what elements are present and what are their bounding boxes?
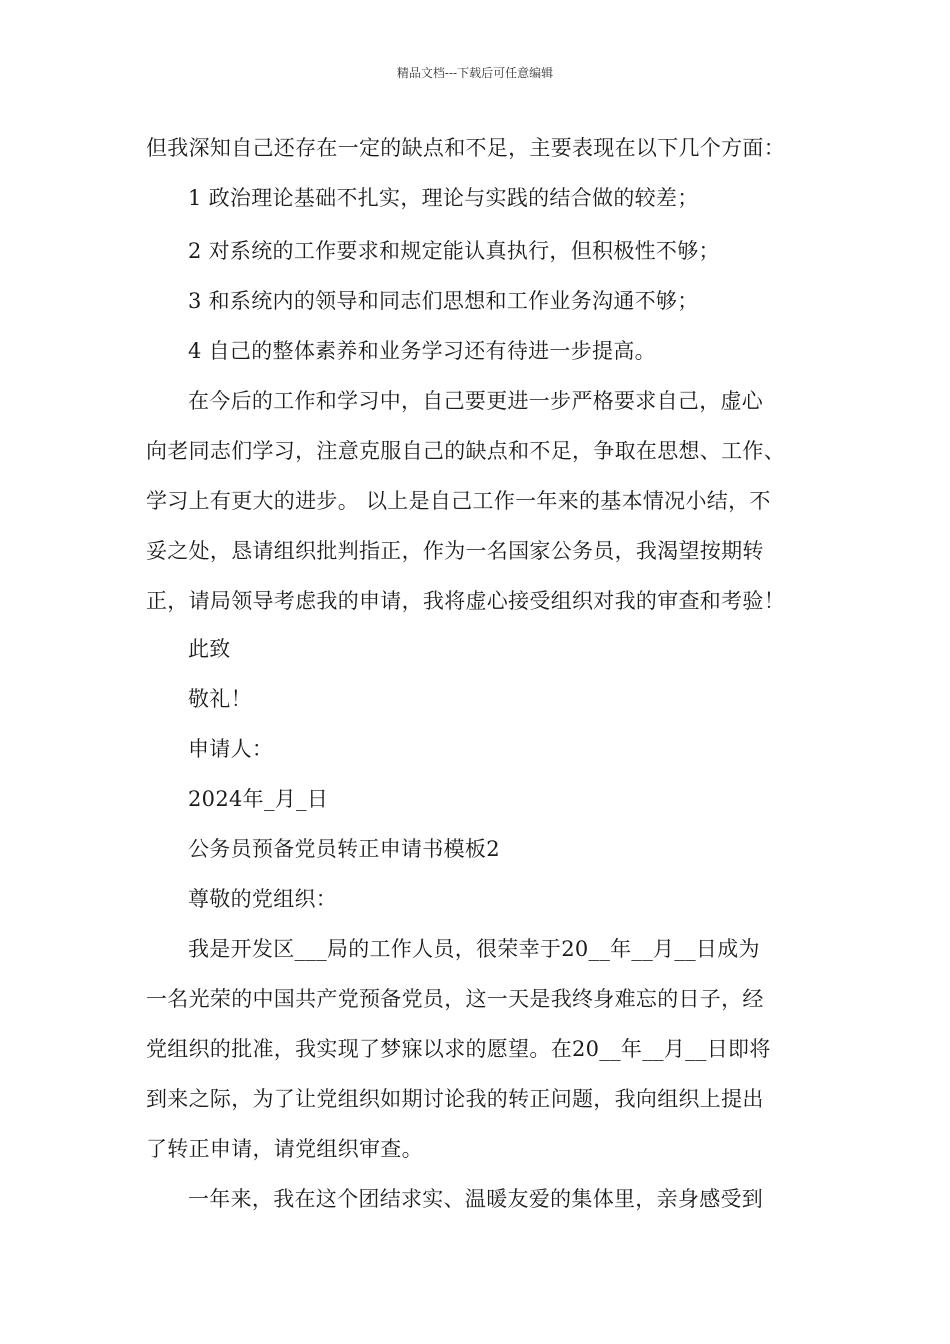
text-line: 妥之处，恳请组织批判指正，作为一名国家公务员，我渴望按期转	[146, 539, 764, 563]
text-line: 了转正申请，请党组织审查。	[146, 1137, 423, 1161]
date-line: 2024年_月_日	[188, 787, 329, 811]
text-line: 向老同志们学习，注意克服自己的缺点和不足，争取在思想、工作、	[146, 439, 785, 463]
text-line: 党组织的批准，我实现了梦寐以求的愿望。在20__年__月__日即将	[146, 1037, 771, 1061]
text-line: 一年来，我在这个团结求实、温暖友爱的集体里，亲身感受到	[188, 1187, 764, 1211]
text-line: 但我深知自己还存在一定的缺点和不足，主要表现在以下几个方面：	[146, 136, 785, 160]
list-item: 3 和系统内的领导和同志们思想和工作业务沟通不够；	[188, 289, 699, 313]
text-line: 正，请局领导考虑我的申请，我将虚心接受组织对我的审查和考验！	[146, 589, 785, 613]
text-line: 学习上有更大的进步。 以上是自己工作一年来的基本情况小结，不	[146, 489, 771, 513]
applicant-label: 申请人：	[188, 737, 274, 761]
salutation-line: 敬礼！	[188, 687, 252, 711]
text-line: 到来之际，为了让党组织如期讨论我的转正问题，我向组织上提出	[146, 1087, 764, 1111]
text-line: 一名光荣的中国共产党预备党员，这一天是我终身难忘的日子，经	[146, 987, 764, 1011]
closing-line: 此致	[188, 637, 231, 661]
text-line: 在今后的工作和学习中，自己要更进一步严格要求自己，虚心	[188, 389, 764, 413]
list-item: 4 自己的整体素养和业务学习还有待进一步提高。	[188, 339, 656, 363]
greeting-line: 尊敬的党组织：	[188, 887, 338, 911]
page-header: 精品文档---下载后可任意编辑	[396, 66, 554, 80]
text-line: 我是开发区___局的工作人员，很荣幸于20__年__月__日成为	[188, 937, 760, 961]
section-title: 公务员预备党员转正申请书模板2	[188, 837, 500, 861]
list-item: 2 对系统的工作要求和规定能认真执行，但积极性不够；	[188, 239, 720, 263]
list-item: 1 政治理论基础不扎实，理论与实践的结合做的较差；	[188, 186, 699, 210]
